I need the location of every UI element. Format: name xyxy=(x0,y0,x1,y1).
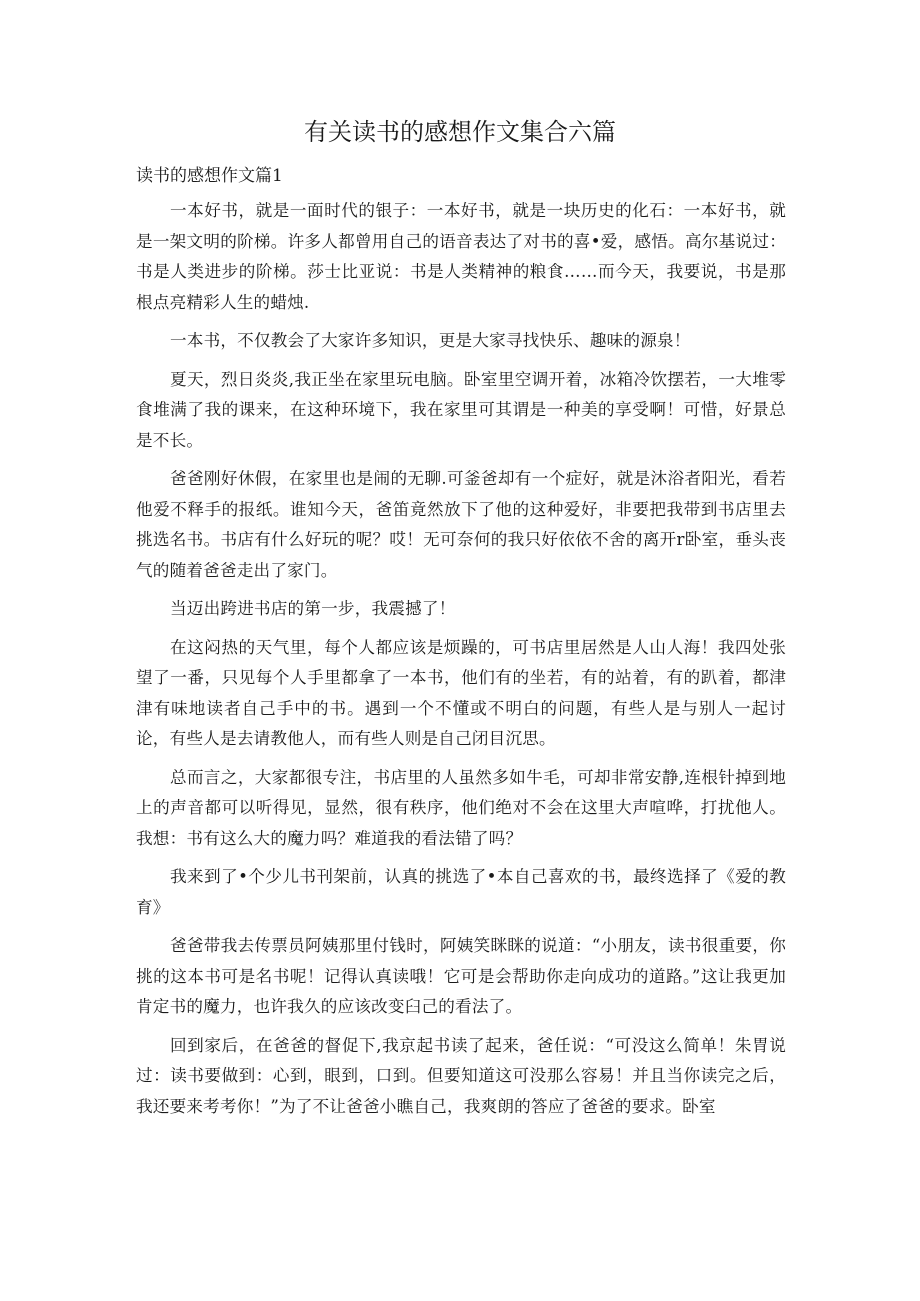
document-title: 有关读书的感想作文集合六篇 xyxy=(304,118,616,146)
paragraph-3: 夏天，烈日炎炎,我正坐在家里玩电脑。卧室里空调开着，冰箱冷饮摆若，一大堆零食堆满了我的课来，在这种环境下，我在家里可其谓是一种美的享受啊！可惜，好景总是不长。 xyxy=(136,369,786,450)
paragraph-9: 爸爸带我去传票员阿姨那里付钱时，阿姨笑眯眯的说道：“小朋友，读书很重要，你挑的这本书可是名书呢！记得认真读哦！它可是会帮助你走向成功的道路。”这让我更加肯定书的魔力，也许我久的应该改变臼己的看法了。 xyxy=(136,936,786,1016)
paragraph-8: 我来到了•个少儿书刊架前，认真的挑选了•本自己喜欢的书，最终选择了《爱的教育》 xyxy=(136,867,786,917)
section-heading: 读书的感想作文篇1 xyxy=(136,166,283,186)
paragraph-5: 当迈出跨进书店的第一步，我震撼了！ xyxy=(170,599,456,618)
document-body xyxy=(136,196,786,1130)
paragraph-6: 在这闷热的天气里，每个人都应该是烦躁的，可书店里居然是人山人海！我四处张望了一番，只见每个人手里都拿了一本书，他们有的坐若，有的站着，有的趴着，都津津有味地读者自己手中的书。遇到一个不懂或不明白的问题，有些人是与别人一起讨论，有些人是去请教他人，而有些人则是自己闭目沉思。 xyxy=(136,637,786,748)
paragraph-4: 爸爸刚好休假，在家里也是闹的无聊.可釜爸却有一个症好，就是沐浴者阳光，看若他爱不释手的报纸。谁知今天，爸笛竟然放下了他的这种爱好，非要把我带到书店里去挑选名书。书店有什么好玩的呢？哎！无可奈何的我只好依依不舍的离开r卧室，垂头丧气的随着爸爸走出了家门。 xyxy=(136,469,786,580)
paragraph-10: 回到家后，在爸爸的督促下,我京起书读了起来，爸任说：“可没这么简单！朱胃说过：读书要做到：心到，眼到，口到。但要知道这可没那么容易！并且当你读完之后，我还要来考考你！”为了不让爸爸小瞧自己，我爽朗的答应了爸爸的要求。卧室 xyxy=(136,1035,786,1116)
paragraph-2: 一本书，不仅教会了大家许多知识，更是大家寻找快乐、趣味的源泉！ xyxy=(170,331,691,350)
paragraph-7: 总而言之，大家都很专注，书店里的人虽然多如牛毛，可却非常安静,连根针掉到地上的声音都可以听得见，显然，很有秩序，他们绝对不会在这里大声喧哗，打扰他人。我想：书有这么大的魔力吗？难道我的看法错了吗？ xyxy=(136,767,786,848)
paragraph-1: 一本好书，就是一面时代的银子：一本好书，就是一块历史的化石：一本好书，就是一架文明的阶梯。许多人都曾用自己的语音表达了对书的喜•爱，感悟。高尔基说过：书是人类进步的阶梯。莎士比亚说：书是人类精神的粮食……而今天，我要说，书是那根点亮精彩人生的蜡烛. xyxy=(136,201,786,312)
